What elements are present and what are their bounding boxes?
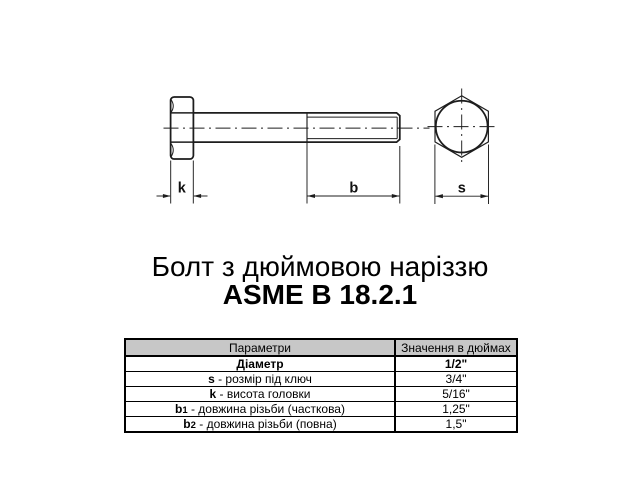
value-cell: 1,25" (395, 402, 517, 417)
bolt-end-view (428, 89, 497, 164)
param-cell: b1 - довжина різьби (часткова) (125, 402, 395, 417)
param-cell: k - висота головки (125, 387, 395, 402)
table-row-k (125, 387, 517, 402)
table-row-b2 (125, 417, 517, 433)
dim-label-k: k (177, 180, 186, 197)
param-cell: b2 - довжина різьби (повна) (125, 417, 395, 433)
value-cell: 1/2" (395, 356, 517, 372)
table-row-b1 (125, 402, 517, 417)
dimension-b (307, 143, 400, 204)
spec-table (124, 338, 518, 433)
col-header-values: Значення в дюймах (395, 339, 517, 356)
param-cell: s - розмір під ключ (125, 372, 395, 387)
table-row-s (125, 372, 517, 387)
value-cell: 3/4" (395, 372, 517, 387)
title-block (0, 252, 640, 309)
dimension-k (157, 161, 208, 204)
param-cell: Діаметр (125, 356, 395, 372)
value-cell: 5/16" (395, 387, 517, 402)
dim-label-s: s (457, 180, 466, 197)
page-title: Болт з дюймовою наріззю (151, 251, 489, 282)
standard-designation: ASME B 18.2.1 (222, 279, 418, 310)
bolt-side-view (164, 97, 430, 159)
table-header-row (125, 339, 517, 356)
dim-label-b: b (349, 180, 359, 197)
table-row-diameter (125, 356, 517, 372)
col-header-parameters: Параметри (125, 339, 395, 356)
value-cell: 1,5" (395, 417, 517, 433)
